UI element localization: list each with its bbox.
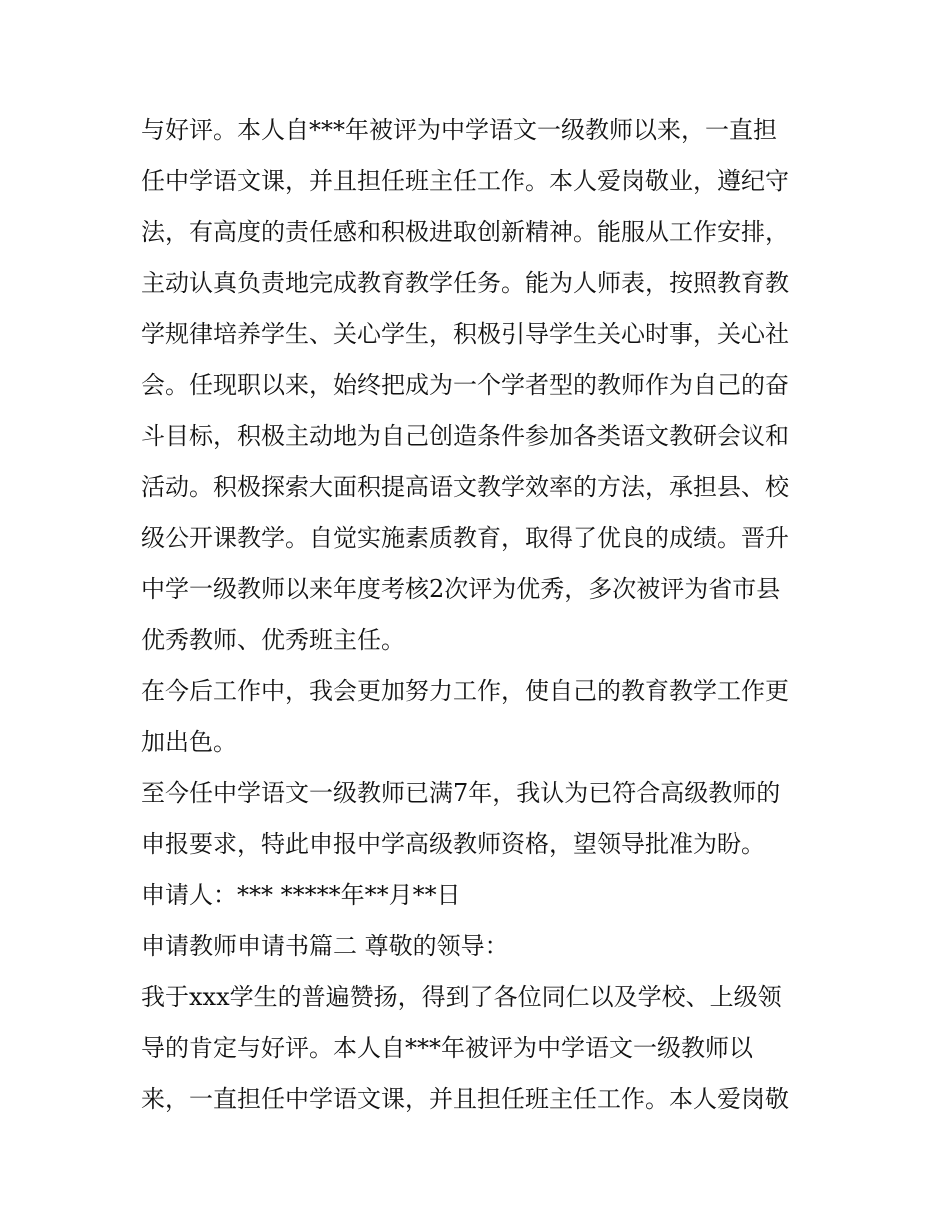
text-line: 斗目标，积极主动地为自己创造条件参加各类语文教研会议和: [141, 422, 789, 450]
text-line: 中学一级教师以来年度考核2次评为优秀，多次被评为省市县: [141, 575, 781, 603]
text-line: 主动认真负责地完成教育教学任务。能为人师表，按照教育教: [141, 269, 789, 297]
text-line: 会。任现职以来，始终把成为一个学者型的教师作为自己的奋: [141, 371, 789, 399]
text-line: 至今任中学语文一级教师已满7年，我认为已符合高级教师的: [141, 779, 781, 807]
text-line: 加出色。: [141, 728, 237, 756]
text-line: 申报要求，特此申报中学高级教师资格，望领导批准为盼。: [141, 830, 765, 858]
text-line: 任中学语文课，并且担任班主任工作。本人爱岗敬业，遵纪守: [141, 167, 789, 195]
text-line: 导的肯定与好评。本人自***年被评为中学语文一级教师以: [141, 1034, 753, 1062]
section-heading: 申请教师申请书篇二 尊敬的领导：: [141, 932, 509, 960]
text-line: 学规律培养学生、关心学生，积极引导学生关心时事，关心社: [141, 320, 789, 348]
text-line: 优秀教师、优秀班主任。: [141, 626, 405, 654]
text-line: 活动。积极探索大面积提高语文教学效率的方法，承担县、校: [141, 473, 789, 501]
text-line: 在今后工作中，我会更加努力工作，使自己的教育教学工作更: [141, 677, 789, 705]
document-body: [141, 105, 821, 1125]
text-line: 与好评。本人自***年被评为中学语文一级教师以来，一直担: [141, 116, 777, 144]
text-line: 法，有高度的责任感和积极进取创新精神。能服从工作安排，: [141, 218, 789, 246]
text-line: 来，一直担任中学语文课，并且担任班主任工作。本人爱岗敬: [141, 1085, 789, 1113]
signature-line: 申请人：*** *****年**月**日: [141, 881, 461, 909]
text-line: 我于xxx学生的普遍赞扬，得到了各位同仁以及学校、上级领: [141, 983, 782, 1011]
text-line: 级公开课教学。自觉实施素质教育，取得了优良的成绩。晋升: [141, 524, 789, 552]
